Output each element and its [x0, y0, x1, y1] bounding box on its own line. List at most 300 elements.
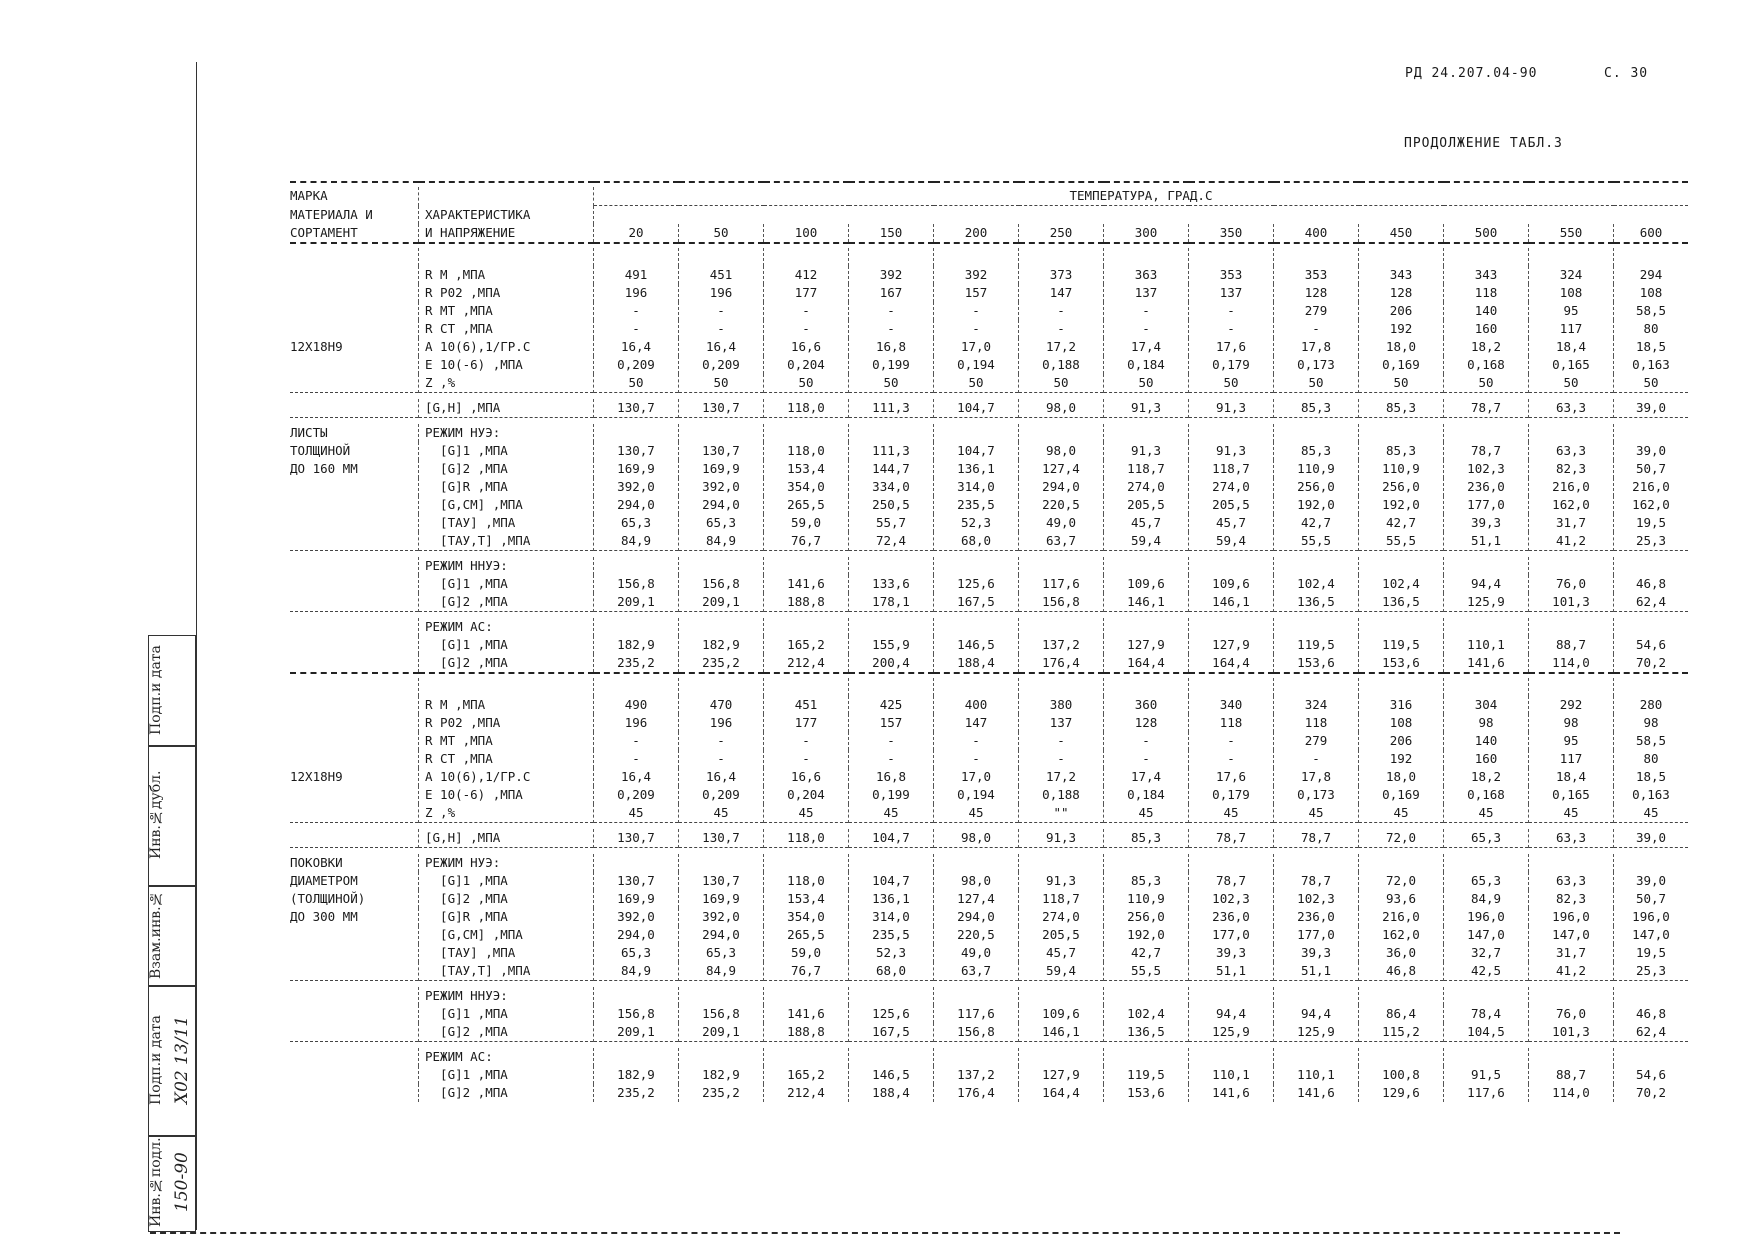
- value-cell: 59,4: [1104, 532, 1189, 551]
- value-cell: 50: [849, 374, 934, 393]
- material-cell: [290, 1084, 419, 1102]
- value-cell: 91,3: [1189, 442, 1274, 460]
- value-cell: 167,5: [934, 593, 1019, 612]
- mode-value-row: [290, 890, 1688, 908]
- material-cell: [290, 987, 419, 1005]
- value-cell: 25,3: [1614, 532, 1689, 551]
- value-cell: 102,3: [1189, 890, 1274, 908]
- value-cell: -: [1104, 732, 1189, 750]
- value-cell: [849, 987, 934, 1005]
- value-cell: 392,0: [594, 478, 679, 496]
- value-cell: 63,7: [1019, 532, 1104, 551]
- value-cell: 42,7: [1274, 514, 1359, 532]
- value-cell: 59,4: [1189, 532, 1274, 551]
- value-cell: -: [679, 320, 764, 338]
- value-cell: 470: [679, 696, 764, 714]
- value-cell: 108: [1359, 714, 1444, 732]
- value-cell: 177: [764, 284, 849, 302]
- material-cell: [290, 356, 419, 374]
- characteristic-cell: [G]1 ,МПА: [419, 575, 594, 593]
- value-cell: -: [934, 302, 1019, 320]
- value-cell: 45: [1444, 804, 1529, 823]
- value-cell: 192,0: [1274, 496, 1359, 514]
- mode-value-row: [290, 514, 1688, 532]
- value-cell: [1104, 987, 1189, 1005]
- value-cell: 153,6: [1359, 654, 1444, 673]
- value-cell: [1444, 854, 1529, 872]
- value-cell: 17,8: [1274, 768, 1359, 786]
- value-cell: [1019, 557, 1104, 575]
- value-cell: 220,5: [934, 926, 1019, 944]
- value-cell: 45: [1274, 804, 1359, 823]
- value-cell: 84,9: [594, 532, 679, 551]
- value-cell: 46,8: [1614, 575, 1689, 593]
- value-cell: 136,1: [849, 890, 934, 908]
- value-cell: [1529, 678, 1614, 696]
- value-cell: 392: [849, 266, 934, 284]
- value-cell: [1104, 248, 1189, 266]
- value-cell: 147,0: [1529, 926, 1614, 944]
- value-cell: [1614, 248, 1689, 266]
- value-cell: 85,3: [1104, 872, 1189, 890]
- value-cell: 125,9: [1189, 1023, 1274, 1042]
- property-row: [290, 284, 1688, 302]
- value-cell: 125,9: [1444, 593, 1529, 612]
- temperature-cell: 300: [1104, 224, 1189, 243]
- value-cell: 0,169: [1359, 356, 1444, 374]
- value-cell: 85,3: [1274, 442, 1359, 460]
- value-cell: 98: [1614, 714, 1689, 732]
- value-cell: 294,0: [594, 926, 679, 944]
- value-cell: 76,7: [764, 962, 849, 981]
- value-cell: [1189, 678, 1274, 696]
- value-cell: 50: [1104, 374, 1189, 393]
- value-cell: 392,0: [679, 908, 764, 926]
- characteristic-cell: R P02 ,МПА: [419, 284, 594, 302]
- value-cell: [1274, 678, 1359, 696]
- value-cell: 192,0: [1104, 926, 1189, 944]
- value-cell: 108: [1529, 284, 1614, 302]
- left-margin-line: [196, 62, 197, 1230]
- value-cell: -: [764, 320, 849, 338]
- mode-title-row: [290, 424, 1688, 442]
- value-cell: 343: [1359, 266, 1444, 284]
- value-cell: [679, 618, 764, 636]
- value-cell: 235,2: [679, 1084, 764, 1102]
- value-cell: 212,4: [764, 654, 849, 673]
- value-cell: [1614, 557, 1689, 575]
- value-cell: 78,7: [1189, 829, 1274, 848]
- value-cell: 45: [934, 804, 1019, 823]
- value-cell: 19,5: [1614, 514, 1689, 532]
- value-cell: 45: [1359, 804, 1444, 823]
- value-cell: 80: [1614, 320, 1689, 338]
- value-cell: [594, 678, 679, 696]
- value-cell: -: [1274, 320, 1359, 338]
- value-cell: 147,0: [1444, 926, 1529, 944]
- value-cell: 85,3: [1274, 399, 1359, 418]
- value-cell: 98: [1529, 714, 1614, 732]
- characteristic-cell: [ТАУ] ,МПА: [419, 944, 594, 962]
- value-cell: [594, 424, 679, 442]
- value-cell: 78,7: [1274, 872, 1359, 890]
- value-cell: 58,5: [1614, 302, 1689, 320]
- temperature-cell: 150: [849, 224, 934, 243]
- page-number: С. 30: [1604, 66, 1649, 81]
- material-cell: [290, 248, 419, 266]
- value-cell: 17,0: [934, 768, 1019, 786]
- value-cell: 205,5: [1019, 926, 1104, 944]
- value-cell: 18,5: [1614, 768, 1689, 786]
- value-cell: 42,7: [1359, 514, 1444, 532]
- value-cell: 39,0: [1614, 442, 1689, 460]
- value-cell: 45: [1529, 804, 1614, 823]
- value-cell: 353: [1274, 266, 1359, 284]
- value-cell: -: [679, 732, 764, 750]
- value-cell: 162,0: [1529, 496, 1614, 514]
- value-cell: 209,1: [594, 1023, 679, 1042]
- value-cell: 100,8: [1359, 1066, 1444, 1084]
- header-material: СОРТАМЕНТ: [290, 225, 358, 240]
- value-cell: 128: [1274, 284, 1359, 302]
- characteristic-cell: [G]1 ,МПА: [419, 1005, 594, 1023]
- value-cell: [1019, 854, 1104, 872]
- value-cell: 0,194: [934, 786, 1019, 804]
- value-cell: 45: [679, 804, 764, 823]
- value-cell: 17,4: [1104, 768, 1189, 786]
- value-cell: 324: [1274, 696, 1359, 714]
- value-cell: [849, 618, 934, 636]
- value-cell: 55,5: [1104, 962, 1189, 981]
- value-cell: 62,4: [1614, 593, 1689, 612]
- value-cell: 130,7: [679, 442, 764, 460]
- value-cell: 117,6: [934, 1005, 1019, 1023]
- value-cell: 115,2: [1359, 1023, 1444, 1042]
- value-cell: 256,0: [1104, 908, 1189, 926]
- value-cell: [594, 618, 679, 636]
- value-cell: [1104, 618, 1189, 636]
- value-cell: 177,0: [1444, 496, 1529, 514]
- value-cell: 192: [1359, 750, 1444, 768]
- mode-value-row: [290, 496, 1688, 514]
- value-cell: 110,1: [1274, 1066, 1359, 1084]
- value-cell: [1529, 557, 1614, 575]
- value-cell: [1189, 424, 1274, 442]
- properties-table: [290, 181, 1688, 1102]
- value-cell: 50: [1019, 374, 1104, 393]
- spacer-row: [290, 248, 1688, 266]
- value-cell: 118,0: [764, 829, 849, 848]
- value-cell: [1274, 854, 1359, 872]
- value-cell: [849, 1048, 934, 1066]
- value-cell: 62,4: [1614, 1023, 1689, 1042]
- value-cell: 0,188: [1019, 786, 1104, 804]
- value-cell: [1019, 424, 1104, 442]
- value-cell: 165,2: [764, 1066, 849, 1084]
- stamp-label: Подп.и дата: [148, 1015, 164, 1105]
- value-cell: 45,7: [1189, 514, 1274, 532]
- mode-value-row: [290, 654, 1688, 673]
- value-cell: 42,5: [1444, 962, 1529, 981]
- value-cell: 373: [1019, 266, 1104, 284]
- value-cell: 98,0: [1019, 442, 1104, 460]
- value-cell: 182,9: [594, 1066, 679, 1084]
- material-cell: ТОЛЩИНОЙ: [290, 443, 351, 458]
- value-cell: 130,7: [594, 829, 679, 848]
- value-cell: 146,1: [1189, 593, 1274, 612]
- temperature-cell: 450: [1359, 224, 1444, 243]
- header-material: МАРКА: [290, 188, 328, 204]
- value-cell: [1274, 987, 1359, 1005]
- value-cell: 55,5: [1274, 532, 1359, 551]
- material-cell: [290, 1048, 419, 1066]
- value-cell: 101,3: [1529, 1023, 1614, 1042]
- characteristic-cell: R M ,МПА: [419, 696, 594, 714]
- value-cell: 45: [764, 804, 849, 823]
- value-cell: [1189, 248, 1274, 266]
- value-cell: 88,7: [1529, 1066, 1614, 1084]
- value-cell: 235,2: [594, 1084, 679, 1102]
- value-cell: 50: [1614, 374, 1689, 393]
- value-cell: 236,0: [1189, 908, 1274, 926]
- value-cell: [1189, 557, 1274, 575]
- value-cell: 137: [1019, 714, 1104, 732]
- value-cell: 125,9: [1274, 1023, 1359, 1042]
- material-cell: [290, 374, 419, 393]
- value-cell: [1189, 987, 1274, 1005]
- value-cell: 0,194: [934, 356, 1019, 374]
- value-cell: 165,2: [764, 636, 849, 654]
- value-cell: 127,9: [1019, 1066, 1104, 1084]
- value-cell: 84,9: [594, 962, 679, 981]
- characteristic-cell: [G]1 ,МПА: [419, 442, 594, 460]
- value-cell: 16,4: [679, 768, 764, 786]
- value-cell: [1359, 854, 1444, 872]
- value-cell: 16,4: [594, 338, 679, 356]
- value-cell: 16,8: [849, 768, 934, 786]
- value-cell: 91,3: [1104, 399, 1189, 418]
- value-cell: 235,5: [934, 496, 1019, 514]
- value-cell: [1359, 424, 1444, 442]
- value-cell: 39,0: [1614, 872, 1689, 890]
- value-cell: 58,5: [1614, 732, 1689, 750]
- value-cell: 0,184: [1104, 786, 1189, 804]
- temperature-cell: 600: [1614, 224, 1689, 243]
- material-cell: [290, 593, 419, 612]
- value-cell: 88,7: [1529, 636, 1614, 654]
- value-cell: 39,0: [1614, 829, 1689, 848]
- value-cell: 343: [1444, 266, 1529, 284]
- characteristic-cell: РЕЖИМ НУЭ:: [419, 424, 594, 442]
- mode-value-row: [290, 593, 1688, 612]
- value-cell: [594, 248, 679, 266]
- value-cell: -: [764, 750, 849, 768]
- value-cell: 45: [594, 804, 679, 823]
- value-cell: [1529, 1048, 1614, 1066]
- mode-value-row: [290, 1023, 1688, 1042]
- value-cell: 425: [849, 696, 934, 714]
- value-cell: -: [1019, 302, 1104, 320]
- value-cell: 65,3: [679, 944, 764, 962]
- value-cell: 392,0: [679, 478, 764, 496]
- value-cell: 70,2: [1614, 654, 1689, 673]
- value-cell: 52,3: [934, 514, 1019, 532]
- material-cell: [290, 557, 419, 575]
- value-cell: 49,0: [1019, 514, 1104, 532]
- value-cell: 157: [934, 284, 1019, 302]
- value-cell: 102,4: [1359, 575, 1444, 593]
- value-cell: 104,7: [849, 829, 934, 848]
- characteristic-cell: [G,H] ,МПА: [419, 399, 594, 418]
- value-cell: [849, 854, 934, 872]
- characteristic-cell: РЕЖИМ АС:: [419, 618, 594, 636]
- value-cell: 196,0: [1614, 908, 1689, 926]
- characteristic-cell: R MT ,МПА: [419, 302, 594, 320]
- value-cell: -: [849, 750, 934, 768]
- value-cell: [679, 424, 764, 442]
- value-cell: 0,168: [1444, 356, 1529, 374]
- value-cell: 125,6: [849, 1005, 934, 1023]
- value-cell: 314,0: [934, 478, 1019, 496]
- material-cell: [290, 302, 419, 320]
- value-cell: [679, 678, 764, 696]
- value-cell: 98: [1444, 714, 1529, 732]
- temperature-cell: 400: [1274, 224, 1359, 243]
- stamp-label: Подп.и дата: [148, 645, 164, 735]
- value-cell: 109,6: [1189, 575, 1274, 593]
- value-cell: 17,2: [1019, 338, 1104, 356]
- value-cell: [934, 618, 1019, 636]
- property-row: [290, 302, 1688, 320]
- value-cell: 16,8: [849, 338, 934, 356]
- value-cell: -: [594, 320, 679, 338]
- value-cell: 265,5: [764, 926, 849, 944]
- header-material: МАТЕРИАЛА И: [290, 206, 373, 222]
- header-characteristic: ХАРАКТЕРИСТИКА: [419, 206, 594, 225]
- value-cell: 136,5: [1359, 593, 1444, 612]
- value-cell: 117,6: [1444, 1084, 1529, 1102]
- value-cell: 354,0: [764, 478, 849, 496]
- value-cell: 98,0: [934, 829, 1019, 848]
- value-cell: 156,8: [679, 1005, 764, 1023]
- value-cell: 41,2: [1529, 532, 1614, 551]
- mode-title-row: [290, 557, 1688, 575]
- value-cell: 491: [594, 266, 679, 284]
- value-cell: 162,0: [1614, 496, 1689, 514]
- characteristic-cell: R P02 ,МПА: [419, 714, 594, 732]
- value-cell: 85,3: [1359, 442, 1444, 460]
- value-cell: [764, 987, 849, 1005]
- value-cell: 72,0: [1359, 829, 1444, 848]
- value-cell: 91,3: [1104, 442, 1189, 460]
- temperature-cell: 100: [764, 224, 849, 243]
- value-cell: 111,3: [849, 399, 934, 418]
- value-cell: 146,5: [849, 1066, 934, 1084]
- value-cell: 102,4: [1104, 1005, 1189, 1023]
- characteristic-cell: Z ,%: [419, 804, 594, 823]
- mode-value-row: [290, 575, 1688, 593]
- temperature-cell: 550: [1529, 224, 1614, 243]
- value-cell: 18,2: [1444, 768, 1529, 786]
- value-cell: [679, 1048, 764, 1066]
- value-cell: [1104, 678, 1189, 696]
- value-cell: 55,7: [849, 514, 934, 532]
- characteristic-cell: [G,CM] ,МПА: [419, 926, 594, 944]
- value-cell: 141,6: [764, 575, 849, 593]
- value-cell: 144,7: [849, 460, 934, 478]
- value-cell: 41,2: [1529, 962, 1614, 981]
- material-cell: [290, 618, 419, 636]
- value-cell: 76,7: [764, 532, 849, 551]
- value-cell: [1019, 248, 1104, 266]
- value-cell: 177,0: [1274, 926, 1359, 944]
- mode-value-row: [290, 926, 1688, 944]
- value-cell: 72,4: [849, 532, 934, 551]
- value-cell: 17,0: [934, 338, 1019, 356]
- value-cell: [934, 248, 1019, 266]
- value-cell: -: [1189, 750, 1274, 768]
- material-cell: [290, 1023, 419, 1042]
- value-cell: 70,2: [1614, 1084, 1689, 1102]
- value-cell: 182,9: [679, 636, 764, 654]
- value-cell: [1529, 987, 1614, 1005]
- value-cell: 256,0: [1359, 478, 1444, 496]
- value-cell: 133,6: [849, 575, 934, 593]
- mode-value-row: [290, 1084, 1688, 1102]
- value-cell: [1104, 854, 1189, 872]
- material-cell: [290, 654, 419, 673]
- value-cell: [934, 424, 1019, 442]
- value-cell: 209,1: [679, 593, 764, 612]
- value-cell: -: [1189, 732, 1274, 750]
- mode-value-row: [290, 636, 1688, 654]
- stamp-value: Х02 13/11: [172, 1015, 192, 1105]
- value-cell: 65,3: [594, 944, 679, 962]
- material-cell: [290, 750, 419, 768]
- value-cell: 65,3: [594, 514, 679, 532]
- value-cell: 50: [934, 374, 1019, 393]
- value-cell: 46,8: [1614, 1005, 1689, 1023]
- value-cell: [1274, 1048, 1359, 1066]
- characteristic-cell: [G]2 ,МПА: [419, 1023, 594, 1042]
- value-cell: 50: [679, 374, 764, 393]
- stamp-label: Взам.инв.№: [148, 890, 164, 980]
- value-cell: 101,3: [1529, 593, 1614, 612]
- value-cell: [594, 557, 679, 575]
- property-row: [290, 750, 1688, 768]
- value-cell: 118,0: [764, 442, 849, 460]
- value-cell: 294,0: [679, 496, 764, 514]
- material-cell: [290, 678, 419, 696]
- value-cell: 91,3: [1019, 872, 1104, 890]
- value-cell: 25,3: [1614, 962, 1689, 981]
- value-cell: 102,3: [1444, 460, 1529, 478]
- temperature-cell: 500: [1444, 224, 1529, 243]
- value-cell: 91,3: [1189, 399, 1274, 418]
- value-cell: 274,0: [1019, 908, 1104, 926]
- value-cell: 59,0: [764, 944, 849, 962]
- value-cell: 18,4: [1529, 338, 1614, 356]
- property-row: [290, 374, 1688, 393]
- value-cell: [1359, 987, 1444, 1005]
- value-cell: 274,0: [1104, 478, 1189, 496]
- value-cell: 118,7: [1104, 460, 1189, 478]
- value-cell: [1359, 1048, 1444, 1066]
- value-cell: 19,5: [1614, 944, 1689, 962]
- value-cell: 85,3: [1104, 829, 1189, 848]
- value-cell: 98,0: [934, 872, 1019, 890]
- mode-title-row: [290, 618, 1688, 636]
